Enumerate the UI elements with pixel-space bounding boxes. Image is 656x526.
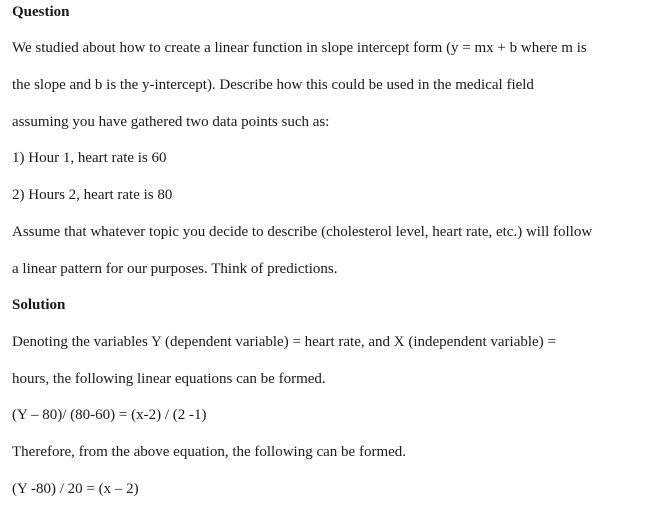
equation-2: (Y -80) / 20 = (x – 2) [12,481,139,497]
question-line-7: a linear pattern for our purposes. Think of predictions. [12,261,338,277]
solution-heading: Solution [12,297,66,313]
question-line-2: the slope and b is the y-intercept). Describe how this could be used in the medical field [12,77,534,93]
equation-1: (Y – 80)/ (80-60) = (x-2) / (2 -1) [12,407,207,423]
question-line-6: Assume that whatever topic you decide to describe (cholesterol level, heart rate, etc.) will follow [12,224,593,240]
data-point-2: 2) Hours 2, heart rate is 80 [12,187,173,203]
solution-line-2: hours, the following linear equations can be formed. [12,371,326,387]
question-line-3: assuming you have gathered two data points such as: [12,114,330,130]
question-heading: Question [12,4,70,20]
question-line-1: We studied about how to create a linear function in slope intercept form (y = mx + b where m is [12,40,587,56]
solution-line-1: Denoting the variables Y (dependent variable) = heart rate, and X (independent variable) = [12,334,556,350]
data-point-1: 1) Hour 1, heart rate is 60 [12,150,167,166]
solution-line-4: Therefore, from the above equation, the following can be formed. [12,444,407,460]
